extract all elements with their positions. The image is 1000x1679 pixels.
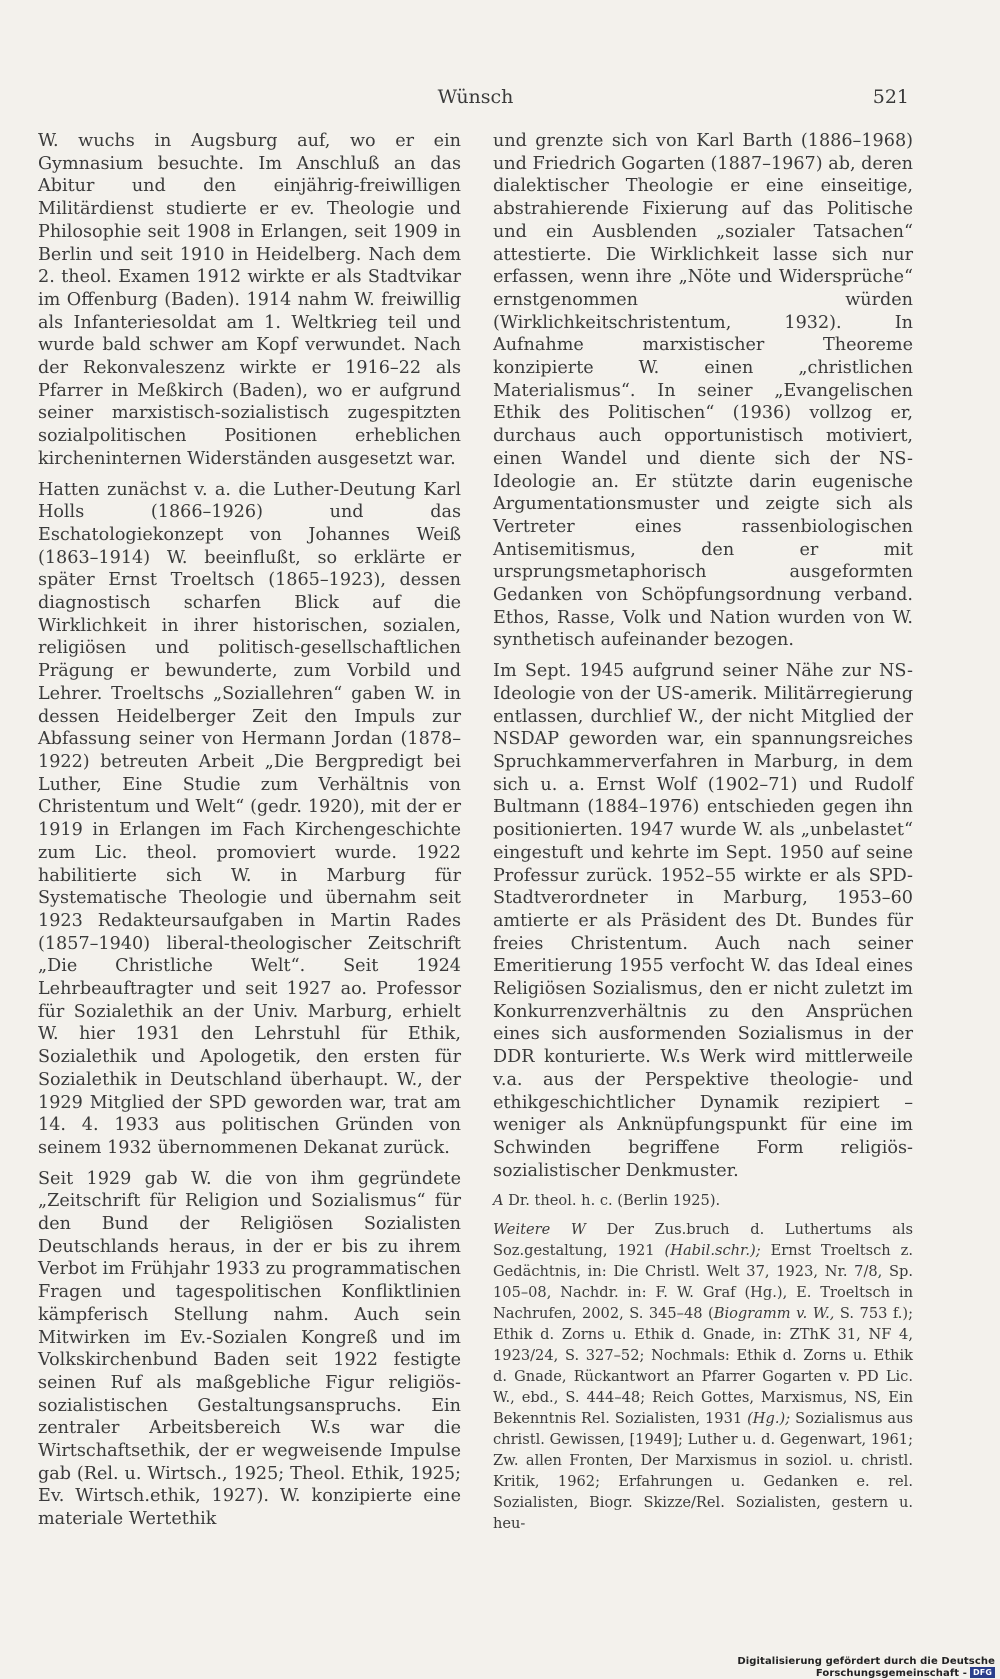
works-italic: (Habil.schr.); — [664, 1242, 761, 1260]
works-text: Sozialismus aus christl. Gewissen, [1949]; Luther u. d. Gegenwart, 1961; Zw. allen Fronten, Der Marxismus in soziol. u. christl. Kritik, 1962; Erfahrungen u. Gedanken e. rel. Sozialisten, Biogr. Skizze/Rel. Sozialisten, gestern u. heu- — [493, 1410, 913, 1533]
page-number: 521 — [872, 86, 909, 108]
awards-text: Dr. theol. h. c. (Berlin 1925). — [503, 1192, 721, 1210]
running-title: Wünsch — [437, 86, 514, 108]
works-text: Der Zus.bruch d. Luthertums als Soz.gestaltung, 1921 — [493, 1221, 913, 1260]
footer-text: Digitalisierung gefördert durch die Deutsche Forschungsgemeinschaft - — [737, 1656, 995, 1679]
paragraph: Hatten zunächst v. a. die Luther-Deutung Karl Holls (1866–1926) und das Eschatologiekonzept von Johannes Weiß (1863–1914) W. beeinflußt, so erklärte er später Ernst Troeltsch (1865–1923), dessen diagnostisch scharfen Blick auf die Wirklichkeit in ihrer historischen, sozialen, religiösen und politisch-gesellschaftlichen Prägung er bewunderte, zum Vorbild und Lehrer. Troeltschs „Soziallehren“ gaben W. in dessen Heidelberger Zeit den Impuls zur Abfassung seiner von Hermann Jordan (1878–1922) betreuten Arbeit „Die Bergpredigt bei Luther, Eine Studie zum Verhältnis von Christentum und Welt“ (gedr. 1920), mit der er 1919 in Erlangen im Fach Kirchengeschichte zum Lic. theol. promoviert wurde. 1922 habilitierte sich W. in Marburg für Systematische Theologie und übernahm seit 1923 Redakteursaufgaben in Martin Rades (1857–1940) liberal-theologischer Zeitschrift „Die Christliche Welt“. Seit 1924 Lehrbeauftragter und seit 1927 ao. Professor für Sozialethik an der Univ. Marburg, erhielt W. hier 1931 den Lehrstuhl für Ethik, Sozialethik und Apologetik, den ersten für Sozialethik in Deutschland überhaupt. W., der 1929 Mitglied der SPD geworden war, trat am 14. 4. 1933 aus politischen Gründen von seinem 1932 übernommenen Dekanat zurück. — [38, 479, 461, 1158]
page-header — [0, 84, 1000, 114]
further-works — [493, 1219, 913, 1534]
paragraph: und grenzte sich von Karl Barth (1886–1968) und Friedrich Gogarten (1887–1967) ab, deren dialektischer Theologie er eine einseitige, abstrahierende Fixierung auf das Politische und ein Ausblenden „sozialer Tatsachen“ attestierte. Die Wirklichkeit lasse sich nur erfassen, wenn ihre „Nöte und Widersprüche“ ernstgenommen würden (Wirklichkeitschristentum, 1932). In Aufnahme marxistischer Theoreme konzipierte W. einen „christlichen Materialismus“. In seiner „Evangelischen Ethik des Politischen“ (1936) vollzog er, durchaus auch opportunistisch motiviert, einen Wandel und diente sich der NS-Ideologie an. Er stützte darin eugenische Argumentationsmuster und zeigte sich als Vertreter eines rassenbiologischen Antisemitismus, den er mit ursprungsmetaphorisch ausgeformten Gedanken von Schöpfungsordnung verband. Ethos, Rasse, Volk und Nation wurden von W. synthetisch aufeinander bezogen. — [493, 131, 913, 651]
works-text: S. 753 f.); Ethik d. Zorns u. Ethik d. Gnade, in: ZThK 31, NF 4, 1923/24, S. 327–52; Nochmals: Ethik d. Zorns u. Ethik d. Gnade, Rückantwort an Pfarrer Gogarten v. PD Lic. W., ebd., S. 444–48; Reich Gottes, Marxismus, NS, Ein Bekenntnis Rel. Sozialisten, 1931 — [493, 1305, 913, 1428]
dfg-logo: DFG — [970, 1667, 995, 1678]
paragraph: W. wuchs in Augsburg auf, wo er ein Gymnasium besuchte. Im Anschluß an das Abitur und den einjährig-freiwilligen Militärdienst studierte er ev. Theologie und Philosophie seit 1908 in Erlangen, seit 1909 in Berlin und seit 1910 in Heidelberg. Nach dem 2. theol. Examen 1912 wirkte er als Stadtvikar im Offenburg (Baden). 1914 nahm W. freiwillig als Infanteriesoldat am 1. Weltkrieg teil und wurde bald schwer am Kopf verwundet. Nach der Rekonvaleszenz wirkte er 1916–22 als Pfarrer in Meßkirch (Baden), wo er aufgrund seiner marxistisch-sozialistisch zugespitzten sozialpolitischen Positionen erheblichen kircheninternen Widerständen ausgesetzt war. — [38, 131, 461, 469]
works-text: Ernst Troeltsch z. Gedächtnis, in: Die Christl. Welt 37, 1923, Nr. 7/8, Sp. 105–08, Nachdr. in: F. W. Graf (Hg.), E. Troeltsch in Nachrufen, 2002, S. 345–48 ( — [493, 1242, 913, 1323]
left-column — [38, 130, 461, 1539]
further-works-label: Weitere W — [493, 1221, 586, 1239]
awards-line — [493, 1190, 913, 1211]
paragraph: Im Sept. 1945 aufgrund seiner Nähe zur NS-Ideologie von der US-amerik. Militärregierung entlassen, durchlief W., der nicht Mitglied der NSDAP geworden war, ein spannungsreiches Spruchkammerverfahren in Marburg, in dem sich u. a. Ernst Wolf (1902–71) und Rudolf Bultmann (1884–1976) entschieden gegen ihn positionierten. 1947 wurde W. als „unbelastet“ eingestuft und kehrte im Sept. 1950 auf seine Professur zurück. 1952–55 wirkte er als SPD-Stadtverordneter in Marburg, 1953–60 amtierte er als Präsident des Dt. Bundes für freies Christentum. Auch nach seiner Emeritierung 1955 verfocht W. das Ideal eines Religiösen Sozialismus, den er nicht zuletzt im Konkurrenzverhältnis zu den Ansprüchen eines sich ausformenden Sozialismus in der DDR konturierte. W.s Werk wird mittlerweile v.a. aus der Perspektive theologie- und ethikgeschichtlicher Dynamik rezipiert – weniger als Anknüpfungspunkt für eine im Schwinden begriffene Form religiös-sozialistischer Denkmuster. — [493, 661, 913, 1181]
paragraph: Seit 1929 gab W. die von ihm gegründete „Zeitschrift für Religion und Sozialismus“ für den Bund der Religiösen Sozialisten Deutschlands heraus, in der er bis zu ihrem Verbot im Frühjahr 1933 zu programmatischen Fragen und tagespolitischen Konfliktlinien kämpferisch Stellung nahm. Auch sein Mitwirken im Ev.-Sozialen Kongreß und im Volkskirchenbund Baden seit 1922 festigte seinen Ruf als maßgebliche Figur religiös-sozialistischen Gestaltungsanspruchs. Ein zentraler Arbeitsbereich W.s war die Wirtschaftsethik, der er wegweisende Impulse gab (Rel. u. Wirtsch., 1925; Theol. Ethik, 1925; Ev. Wirtsch.ethik, 1927). W. konzipierte eine materiale Wertethik — [38, 1168, 461, 1530]
right-column — [493, 130, 913, 1542]
awards-label: A — [493, 1192, 504, 1210]
works-italic: (Hg.); — [747, 1410, 791, 1428]
works-italic: Biogramm v. W., — [713, 1305, 835, 1323]
digitization-footer — [600, 1656, 995, 1679]
